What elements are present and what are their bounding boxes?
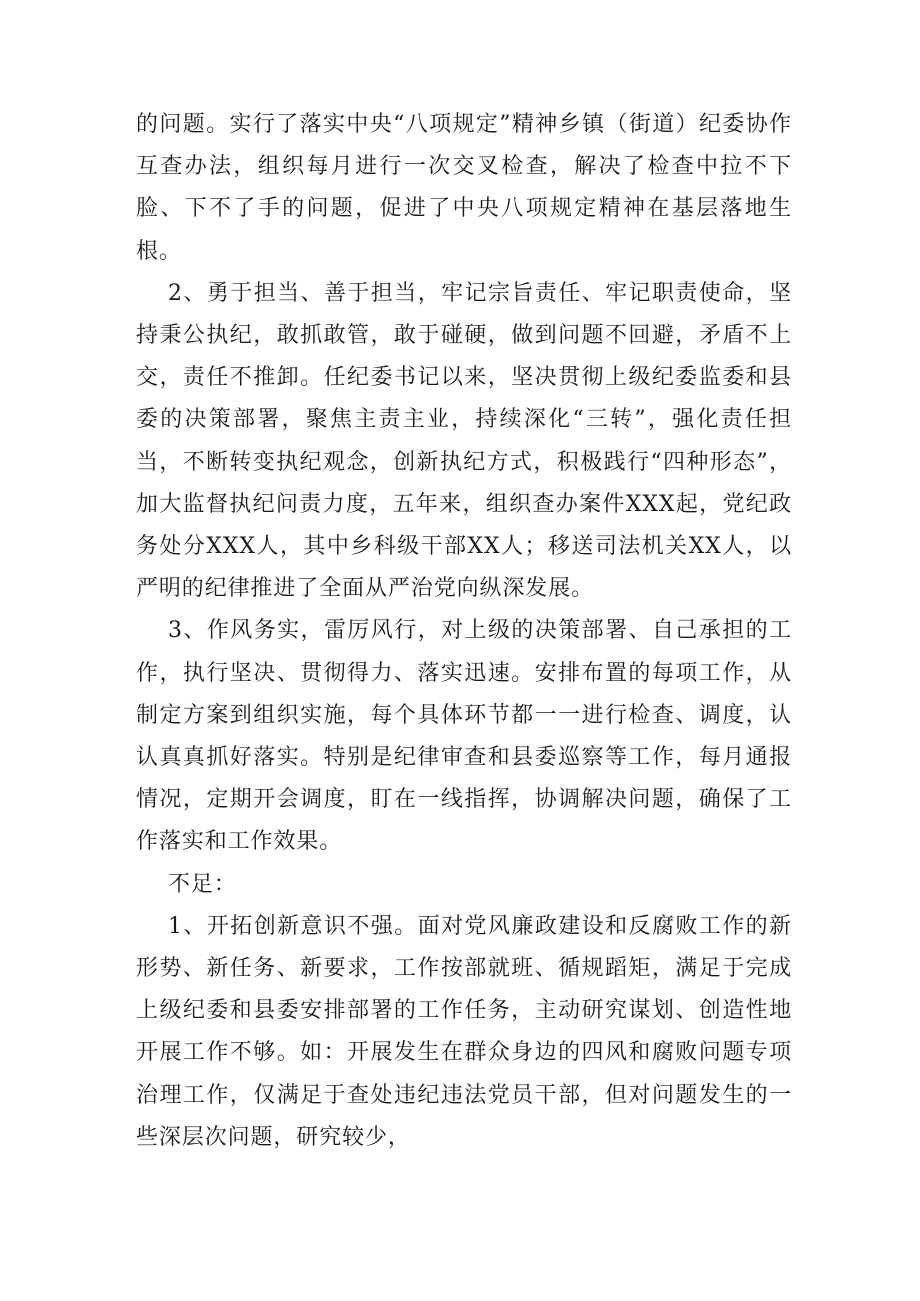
paragraph-item-3: 3、作风务实，雷厉风行，对上级的决策部署、自己承担的工作，执行坚决、贯彻得力、落实迅速。安排布置的每项工作，从制定方案到组织实施，每个具体环节都一一进行检查、调度，认认真真抓好落实。特别是纪律审查和县委巡察等工作，每月通报情况，定期开会调度，盯在一线指挥，协调解决问题，确保了工作落实和工作效果。	[136, 618, 792, 855]
shortcomings-heading: 不足：	[168, 871, 237, 897]
paragraph-item-2: 2、勇于担当、善于担当，牢记宗旨责任、牢记职责使命，坚持秉公执纪，敢抓敢管，敢于碰硬，做到问题不回避，矛盾不上交，责任不推卸。任纪委书记以来，坚决贯彻上级纪委监委和县委的决策部署，聚焦主责主业，持续深化“三转”，强化责任担当，不断转变执纪观念，创新执纪方式，积极践行“四种形态”，加大监督执纪问责力度，五年来，组织查办案件XXX起，党纪政务处分XXX人，其中乡科级干部XX人；移送司法机关XX人，以严明的纪律推进了全面从严治党向纵深发展。	[136, 280, 792, 602]
paragraph-continuation: 的问题。实行了落实中央“八项规定”精神乡镇（街道）纪委协作互查办法，组织每月进行一次交叉检查，解决了检查中拉不下脸、下不了手的问题，促进了中央八项规定精神在基层落地生根。	[136, 112, 792, 264]
paragraph-shortcoming-1: 1、开拓创新意识不强。面对党风廉政建设和反腐败工作的新形势、新任务、新要求，工作按部就班、循规蹈矩，满足于完成上级纪委和县委安排部署的工作任务，主动研究谋划、创造性地开展工作不够。如：开展发生在群众身边的四风和腐败问题专项治理工作，仅满足于查处违纪违法党员干部，但对问题发生的一些深层次问题，研究较少，	[136, 913, 792, 1150]
document-body	[136, 104, 792, 1159]
